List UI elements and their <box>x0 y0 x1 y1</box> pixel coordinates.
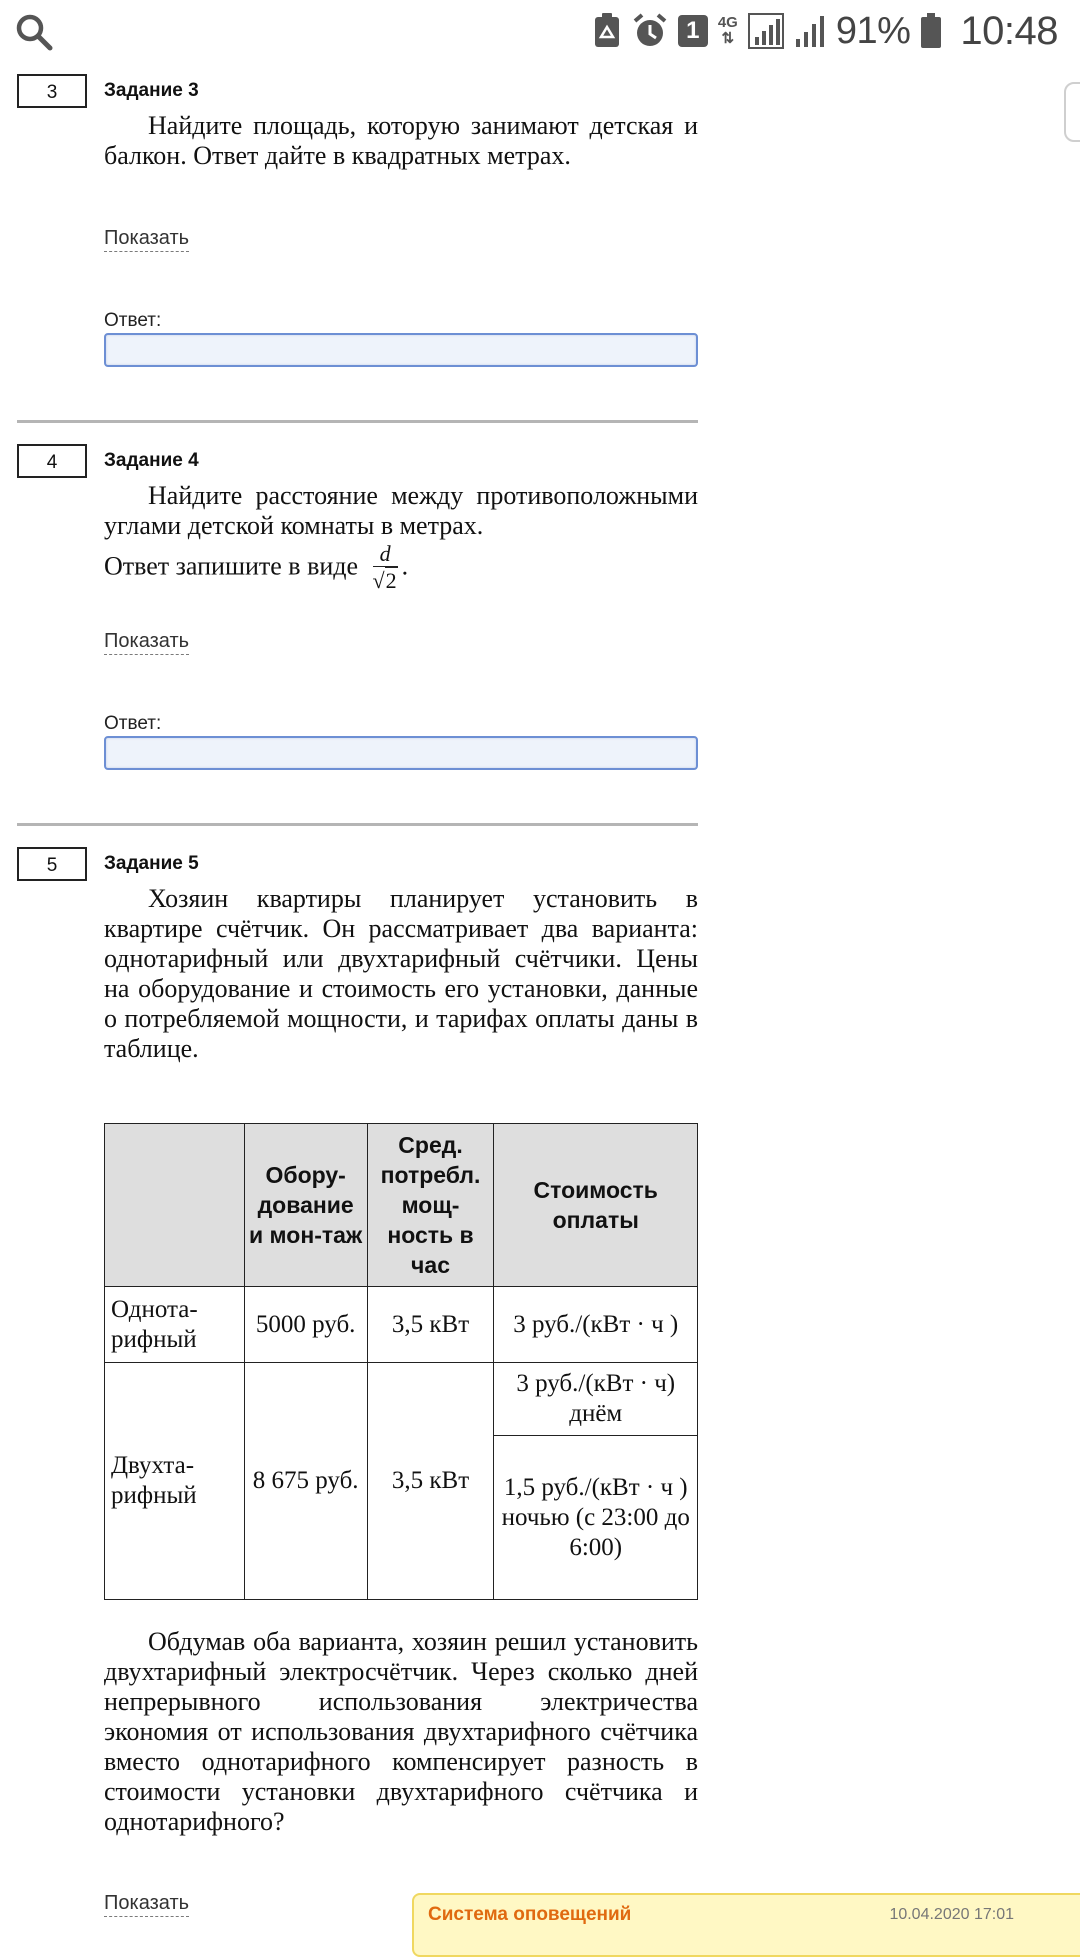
table-cell: 3,5 кВт <box>367 1363 494 1600</box>
task-text: Хозяин квартиры планирует установить в квартире счётчик. Он рассматривает два варианта: однотарифный или двухтарифный счётчики. Цены на оборудование и стоимость его установки, данные о потребляемой мощности, и тарифах оплаты даны в таблице. <box>104 884 698 1063</box>
show-solution-link[interactable]: Показать <box>104 629 189 655</box>
show-solution-link[interactable]: Показать <box>104 1891 189 1917</box>
table-cell: 1,5 руб./(кВт · ч ) ночью (с 23:00 до 6:00) <box>494 1436 698 1600</box>
recycle-icon <box>592 13 622 49</box>
side-panel-handle[interactable] <box>1064 82 1080 142</box>
table-cell: 5000 руб. <box>244 1287 367 1363</box>
table-cell: 3 руб./(кВт · ч ) <box>494 1287 698 1363</box>
table-cell: Однота-рифный <box>105 1287 245 1363</box>
table-header-cell: Обору-дование и мон-таж <box>244 1124 367 1287</box>
signal-strength-icon <box>794 13 826 49</box>
task-number: 3 <box>17 74 87 108</box>
formula-denominator: √2 <box>372 568 397 593</box>
task-number: 5 <box>17 847 87 881</box>
formula-period: . <box>401 551 409 581</box>
clock: 10:48 <box>960 8 1058 53</box>
divider <box>17 420 698 423</box>
formula-numerator: d <box>373 542 398 567</box>
formula <box>373 542 398 595</box>
table-row <box>105 1287 698 1363</box>
notification-badge: 1 <box>678 15 708 47</box>
task-text-formula-line <box>104 542 698 595</box>
table-header-row <box>105 1124 698 1287</box>
table-header-cell <box>105 1124 245 1287</box>
task-text: Найдите площадь, которую занимают детская и балкон. Ответ дайте в квадратных метрах. <box>104 111 698 170</box>
answer-label: Ответ: <box>104 713 162 734</box>
status-icons <box>592 6 1058 56</box>
show-solution-link[interactable]: Показать <box>104 226 189 252</box>
table-header-cell: Стоимость оплаты <box>494 1124 698 1287</box>
answer-input[interactable] <box>104 333 698 367</box>
task-text-suffix: Ответ запишите в виде <box>104 551 359 581</box>
answer-input[interactable] <box>104 736 698 770</box>
table-cell: 3 руб./(кВт · ч) днём <box>494 1363 698 1436</box>
notification-panel[interactable] <box>412 1893 1080 1957</box>
task-title: Задание 4 <box>104 450 199 471</box>
answer-label: Ответ: <box>104 310 162 331</box>
search-icon[interactable] <box>14 12 54 52</box>
status-bar <box>0 0 1080 64</box>
task-title: Задание 3 <box>104 80 199 101</box>
alarm-icon <box>632 13 668 49</box>
divider <box>17 823 698 826</box>
table-cell: 3,5 кВт <box>367 1287 494 1363</box>
task-text-continued: Обдумав оба варианта, хозяин решил установить двухтарифный электросчётчик. Через сколько дней непрерывного использования электричества экономия от использования двухтарифного счётчика вместо однотарифного компенсирует разность в стоимости установки двухтарифного счётчика и однотарифного? <box>104 1627 698 1836</box>
table-cell: 8 675 руб. <box>244 1363 367 1600</box>
tariff-table <box>104 1123 698 1600</box>
table-cell: Двухта-рифный <box>105 1363 245 1600</box>
notification-title: Система оповещений <box>428 1904 632 1925</box>
battery-icon <box>920 13 942 49</box>
table-header-cell: Сред. потребл. мощ-ность в час <box>367 1124 494 1287</box>
signal-icon <box>748 13 784 49</box>
network-type: 4G ⇅ <box>717 14 738 47</box>
task-text: Найдите расстояние между противоположными углами детской комнаты в метрах. <box>104 481 698 540</box>
table-row <box>105 1363 698 1436</box>
task-number: 4 <box>17 444 87 478</box>
battery-percent: 91% <box>835 9 911 52</box>
notification-date: 10.04.2020 17:01 <box>889 1906 1014 1923</box>
task-title: Задание 5 <box>104 853 199 874</box>
